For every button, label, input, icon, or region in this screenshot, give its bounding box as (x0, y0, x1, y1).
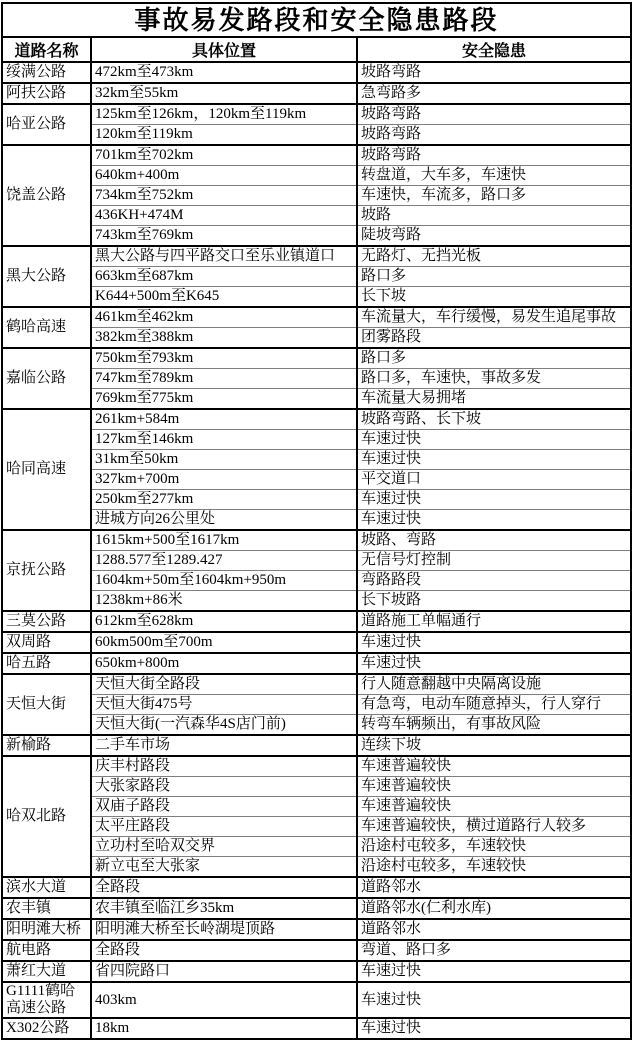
hazard-cell: 车流量大易拥堵 (357, 389, 630, 410)
table-row (3, 756, 630, 777)
hazard-cell: 车速快，车流多，路口多 (357, 186, 630, 206)
column-header-road-name: 道路名称 (3, 38, 91, 62)
location-cell: 436KH+474M (91, 206, 357, 226)
hazard-cell: 坡路 (357, 206, 630, 226)
location-cell: 60km500m至700m (91, 632, 357, 653)
road-name-cell: 阿扶公路 (3, 83, 91, 104)
location-cell: 125km至126km，120km至119km (91, 104, 357, 125)
location-cell: 734km至752km (91, 186, 357, 206)
hazard-cell: 车速过快 (357, 1018, 630, 1038)
road-sections-table (3, 38, 630, 1038)
hazard-cell: 坡路、弯路 (357, 530, 630, 551)
hazard-cell: 车速过快 (357, 450, 630, 470)
table-row (3, 186, 630, 206)
table-row (3, 674, 630, 695)
location-cell: 太平庄路段 (91, 817, 357, 837)
location-cell: 403km (91, 982, 357, 1018)
table-row (3, 837, 630, 857)
hazard-cell: 车速过快 (357, 632, 630, 653)
location-cell: 二手车市场 (91, 735, 357, 756)
location-cell: 769km至775km (91, 389, 357, 410)
hazard-cell: 陡坡弯路 (357, 226, 630, 247)
table-row (3, 83, 630, 104)
hazard-cell: 有急弯，电动车随意掉头，行人穿行 (357, 695, 630, 715)
hazard-cell: 道路邻水 (357, 877, 630, 898)
road-name-cell: 哈五路 (3, 653, 91, 674)
accident-road-table (1, 2, 632, 1040)
hazard-cell: 车流量大，车行缓慢，易发生追尾事故 (357, 307, 630, 328)
table-row (3, 632, 630, 653)
hazard-cell: 路口多 (357, 348, 630, 369)
hazard-cell: 道路邻水(仁利水库) (357, 898, 630, 919)
location-cell: 640km+400m (91, 166, 357, 186)
table-row (3, 715, 630, 736)
hazard-cell: 车速普遍较快 (357, 797, 630, 817)
hazard-cell: 转盘道，大车多，车速快 (357, 166, 630, 186)
table-row (3, 919, 630, 940)
road-name-cell: 三莫公路 (3, 611, 91, 632)
table-row (3, 898, 630, 919)
table-row (3, 940, 630, 961)
road-name-cell: 航电路 (3, 940, 91, 961)
hazard-cell: 团雾路段 (357, 328, 630, 349)
table-row (3, 877, 630, 898)
page-title: 事故易发路段和安全隐患路段 (3, 4, 630, 38)
table-row (3, 982, 630, 1018)
location-cell: 461km至462km (91, 307, 357, 328)
hazard-cell: 坡路弯路 (357, 125, 630, 146)
hazard-cell: 沿途村屯较多，车速较快 (357, 857, 630, 878)
hazard-cell: 坡路弯路、长下坡 (357, 409, 630, 430)
table-row (3, 450, 630, 470)
road-name-cell: 农丰镇 (3, 898, 91, 919)
location-cell: 进城方向26公里处 (91, 510, 357, 531)
road-name-cell: X302公路 (3, 1018, 91, 1038)
table-row (3, 328, 630, 349)
hazard-cell: 路口多，车速快，事故多发 (357, 369, 630, 389)
road-name-cell: 阳明滩大桥 (3, 919, 91, 940)
hazard-cell: 车速过快 (357, 982, 630, 1018)
road-name-cell: 饶盖公路 (3, 145, 91, 246)
table-row (3, 571, 630, 591)
location-cell: 31km至50km (91, 450, 357, 470)
table-row (3, 777, 630, 797)
location-cell: 全路段 (91, 877, 357, 898)
hazard-cell: 长下坡路 (357, 591, 630, 612)
table-row (3, 145, 630, 166)
table-row (3, 287, 630, 308)
location-cell: 1604km+50m至1604km+950m (91, 571, 357, 591)
table-row (3, 470, 630, 490)
location-cell: 127km至146km (91, 430, 357, 450)
table-row (3, 369, 630, 389)
hazard-cell: 长下坡 (357, 287, 630, 308)
road-name-cell: 哈同高速 (3, 409, 91, 530)
road-name-cell: G1111鹤哈高速公路 (3, 982, 91, 1018)
road-name-cell: 双周路 (3, 632, 91, 653)
table-row (3, 267, 630, 287)
location-cell: K644+500m至K645 (91, 287, 357, 308)
location-cell: 天恒大街全路段 (91, 674, 357, 695)
hazard-cell: 坡路弯路 (357, 104, 630, 125)
table-row (3, 530, 630, 551)
table-row (3, 246, 630, 267)
hazard-cell: 车速过快 (357, 490, 630, 510)
location-cell: 701km至702km (91, 145, 357, 166)
hazard-cell: 车速普遍较快 (357, 756, 630, 777)
road-name-cell: 京抚公路 (3, 530, 91, 611)
table-row (3, 735, 630, 756)
table-row (3, 551, 630, 571)
table-row (3, 104, 630, 125)
hazard-cell: 平交道口 (357, 470, 630, 490)
table-row (3, 206, 630, 226)
hazard-cell: 坡路弯路 (357, 145, 630, 166)
location-cell: 天恒大街475号 (91, 695, 357, 715)
location-cell: 1288.577至1289.427 (91, 551, 357, 571)
table-row (3, 430, 630, 450)
road-name-cell: 天恒大街 (3, 674, 91, 735)
table-row (3, 166, 630, 186)
road-name-cell: 哈亚公路 (3, 104, 91, 145)
road-name-cell: 新榆路 (3, 735, 91, 756)
table-row (3, 62, 630, 83)
road-name-cell: 绥满公路 (3, 62, 91, 83)
road-name-cell: 萧红大道 (3, 961, 91, 982)
road-name-cell: 黑大公路 (3, 246, 91, 307)
hazard-cell: 坡路弯路 (357, 62, 630, 83)
table-row (3, 817, 630, 837)
table-row (3, 409, 630, 430)
hazard-cell: 车速过快 (357, 653, 630, 674)
column-header-hazard: 安全隐患 (357, 38, 630, 62)
location-cell: 新立屯至大张家 (91, 857, 357, 878)
table-row (3, 125, 630, 146)
table-row (3, 653, 630, 674)
table-row (3, 695, 630, 715)
hazard-cell: 弯路路段 (357, 571, 630, 591)
table-row (3, 510, 630, 531)
road-name-cell: 鹤哈高速 (3, 307, 91, 348)
table-row (3, 797, 630, 817)
column-header-location: 具体位置 (91, 38, 357, 62)
location-cell: 250km至277km (91, 490, 357, 510)
location-cell: 32km至55km (91, 83, 357, 104)
location-cell: 双庙子路段 (91, 797, 357, 817)
table-row (3, 611, 630, 632)
table-row (3, 307, 630, 328)
table-row (3, 348, 630, 369)
location-cell: 庆丰村路段 (91, 756, 357, 777)
hazard-cell: 车速普遍较快，横过道路行人较多 (357, 817, 630, 837)
location-cell: 黑大公路与四平路交口至乐业镇道口 (91, 246, 357, 267)
road-name-cell: 哈双北路 (3, 756, 91, 877)
location-cell: 18km (91, 1018, 357, 1038)
table-row (3, 226, 630, 247)
road-name-cell: 嘉临公路 (3, 348, 91, 409)
hazard-cell: 道路施工单幅通行 (357, 611, 630, 632)
location-cell: 1238km+86米 (91, 591, 357, 612)
hazard-cell: 弯道、路口多 (357, 940, 630, 961)
hazard-cell: 车速过快 (357, 510, 630, 531)
location-cell: 261km+584m (91, 409, 357, 430)
hazard-cell: 转弯车辆频出，有事故风险 (357, 715, 630, 736)
location-cell: 743km至769km (91, 226, 357, 247)
location-cell: 阳明滩大桥至长岭湖堤顶路 (91, 919, 357, 940)
hazard-cell: 无信号灯控制 (357, 551, 630, 571)
table-row (3, 857, 630, 878)
header-row (3, 38, 630, 62)
table-row (3, 961, 630, 982)
road-name-cell: 滨水大道 (3, 877, 91, 898)
hazard-cell: 急弯路多 (357, 83, 630, 104)
location-cell: 382km至388km (91, 328, 357, 349)
hazard-cell: 路口多 (357, 267, 630, 287)
location-cell: 天恒大街(一汽森华4S店门前) (91, 715, 357, 736)
table-row (3, 490, 630, 510)
table-row (3, 389, 630, 410)
hazard-cell: 车速普遍较快 (357, 777, 630, 797)
hazard-cell: 连续下坡 (357, 735, 630, 756)
location-cell: 全路段 (91, 940, 357, 961)
hazard-cell: 无路灯、无挡光板 (357, 246, 630, 267)
hazard-cell: 道路邻水 (357, 919, 630, 940)
hazard-cell: 车速过快 (357, 430, 630, 450)
location-cell: 747km至789km (91, 369, 357, 389)
location-cell: 立功村至哈双交界 (91, 837, 357, 857)
location-cell: 省四院路口 (91, 961, 357, 982)
location-cell: 120km至119km (91, 125, 357, 146)
location-cell: 大张家路段 (91, 777, 357, 797)
location-cell: 663km至687km (91, 267, 357, 287)
location-cell: 1615km+500至1617km (91, 530, 357, 551)
location-cell: 327km+700m (91, 470, 357, 490)
location-cell: 750km至793km (91, 348, 357, 369)
location-cell: 472km至473km (91, 62, 357, 83)
table-row (3, 591, 630, 612)
location-cell: 农丰镇至临江乡35km (91, 898, 357, 919)
hazard-cell: 沿途村屯较多，车速较快 (357, 837, 630, 857)
location-cell: 612km至628km (91, 611, 357, 632)
location-cell: 650km+800m (91, 653, 357, 674)
hazard-cell: 行人随意翻越中央隔离设施 (357, 674, 630, 695)
table-row (3, 1018, 630, 1038)
hazard-cell: 车速过快 (357, 961, 630, 982)
table-body (3, 62, 630, 1038)
